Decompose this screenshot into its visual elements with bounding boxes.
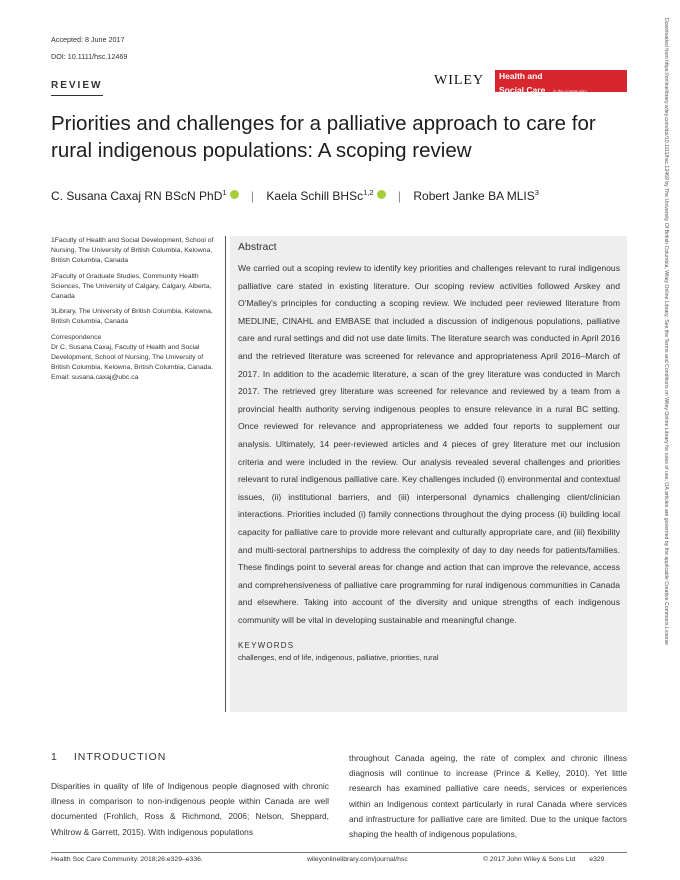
section-rule xyxy=(51,95,103,96)
body-column-right: throughout Canada ageing, the rate of complex and chronic illness diagnosis will continue to increase (Prince & Kelley, 2010). Yet little research has examined palliative care needs, services or experiences within an Indigenous context particularly in rural Canada where services and infrastructure for palliative care are limited. Due to the unique factors shaping the health of indigenous populations, xyxy=(349,753,627,840)
footer-citation: Health Soc Care Community. 2018;26:e329–e336. xyxy=(51,856,203,863)
doi[interactable]: DOI: 10.1111/hsc.12469 xyxy=(51,52,128,61)
author-affil-sup: 1,2 xyxy=(363,188,374,197)
correspondence-heading: Correspondence xyxy=(51,333,102,341)
download-watermark-text: Downloaded from https://onlinelibrary.wiley.com/doi/10.1111/hsc.12469 by The University Of British Columbia, Wiley Online Library. See the Terms and Conditions on Wiley Online Library for rules of use; OA articles are governed by the applicable Creative Commons License xyxy=(663,18,669,645)
correspondence-body: Dr C. Susana Caxaj, Faculty of Health and Social Development, School of Nursing, The University of British Columbia, Kelowna, British Columbia, Canada. xyxy=(51,343,214,372)
author-name: C. Susana Caxaj RN BScN PhD xyxy=(51,189,223,203)
author-name: Robert Janke BA MLIS xyxy=(413,189,535,203)
author-affil-sup: 3 xyxy=(534,188,539,197)
publisher-logo: WILEY xyxy=(434,73,485,88)
author-separator: | xyxy=(250,189,255,203)
orcid-icon[interactable] xyxy=(377,190,386,199)
page-number: e329 xyxy=(589,856,605,863)
journal-logo-line3: in the community xyxy=(552,88,587,94)
footer-rule xyxy=(51,852,627,853)
affiliation: 1Faculty of Health and Social Development, School of Nursing, The University of British Columbia, Kelowna, British Columbia, Canada xyxy=(51,237,214,265)
affiliations xyxy=(51,236,221,389)
footer-url[interactable]: wileyonlinelibrary.com/journal/hsc xyxy=(307,856,408,863)
footer-copyright: © 2017 John Wiley & Sons Ltd xyxy=(483,856,576,863)
keywords-heading: KEYWORDS xyxy=(238,641,295,651)
section-label: REVIEW xyxy=(51,80,103,91)
orcid-icon[interactable] xyxy=(230,190,239,199)
journal-logo-line2: Social Care xyxy=(499,84,546,95)
intro-heading xyxy=(51,751,166,763)
author-affil-sup: 1 xyxy=(222,188,227,197)
abstract-rule xyxy=(225,236,226,712)
author-name: Kaela Schill BHSc xyxy=(266,189,364,203)
correspondence-email[interactable]: Email: susana.caxaj@ubc.ca xyxy=(51,374,139,382)
body-column-left: Disparities in quality of life of Indigenous people diagnosed with chronic illness in comparison to non-indigenous people within Canada are well documented (Frohlich, Ross & Richmond, 2006; Nelson, Sheppard, Whitrow & Garrett, 2015). With indigenous populations xyxy=(51,781,329,837)
download-watermark xyxy=(660,18,670,858)
article-title: Priorities and challenges for a palliative approach to care for rural indigenous populations: A scoping review xyxy=(51,112,596,162)
affiliation: 2Faculty of Graduate Studies, Community Health Sciences, The University of Calgary, Calgary, Alberta, Canada xyxy=(51,272,212,301)
author-separator: | xyxy=(397,189,402,203)
keywords: challenges, end of life, indigenous, palliative, priorities, rural xyxy=(238,653,439,663)
accepted-date: Accepted: 8 June 2017 xyxy=(51,35,125,44)
section-number: 1 xyxy=(51,751,58,763)
footer-right xyxy=(483,856,604,863)
journal-logo xyxy=(495,70,627,95)
section-title: INTRODUCTION xyxy=(73,751,167,763)
abstract-heading: Abstract xyxy=(238,241,277,253)
affiliation: 3Library, The University of British Columbia, Kelowna, British Columbia, Canada xyxy=(51,308,213,326)
abstract-text: We carried out a scoping review to identify key priorities and challenges relevant to rural indigenous palliative care stated in existing literature. Our scoping review activities followed Arskey and O'Malley's principles for conducting a scoping review. We included peer reviewed literature from MEDLINE, CINAHL and EMBASE that included a discussion of indigenous populations, palliative care and rural settings and did not use date limits. The literature search was conducted in April 2016 and the retrieved literature was screened for relevance and appropriateness April 2016–March of 2017. In addition to the academic literature, a scan of the grey literature was conducted in March 2017. The retrieved grey literature was screened for relevance and reviewed by a team from a provincial health authority serving indigenous peoples to ensure relevance in a rural BC setting. Once reviewed for relevance and appropriateness we added four reports to supplement our analysis. Ultimately, 14 peer-reviewed articles and 4 pieces of grey literature met our inclusion criteria and were included in the review. Our analysis revealed several challenges and priorities relevant to rural indigenous palliative care. Key challenges included (i) environmental and contextual issues, (ii) institutional barriers, and (iii) interpersonal dynamics challenging client/clinician interactions. Priorities included (i) family connections throughout the dying process (ii) building local capacity for palliative care to provide more relevant and culturally appropriate care, and (iii) flexibility and multi-sectoral partnerships to address the complexity of day to day needs for patients/families. These findings point to several areas for change and action that can improve the relevance, access and comprehensiveness of palliative care programming for rural indigenous communities in Canada and elsewhere. Taking into account of the diversity and unique strengths of each indigenous community will be vital in developing sustainable and meaningful change. xyxy=(238,263,620,625)
journal-logo-line1: Health and xyxy=(499,71,543,81)
author-list xyxy=(51,188,539,203)
abstract-box xyxy=(230,236,627,712)
